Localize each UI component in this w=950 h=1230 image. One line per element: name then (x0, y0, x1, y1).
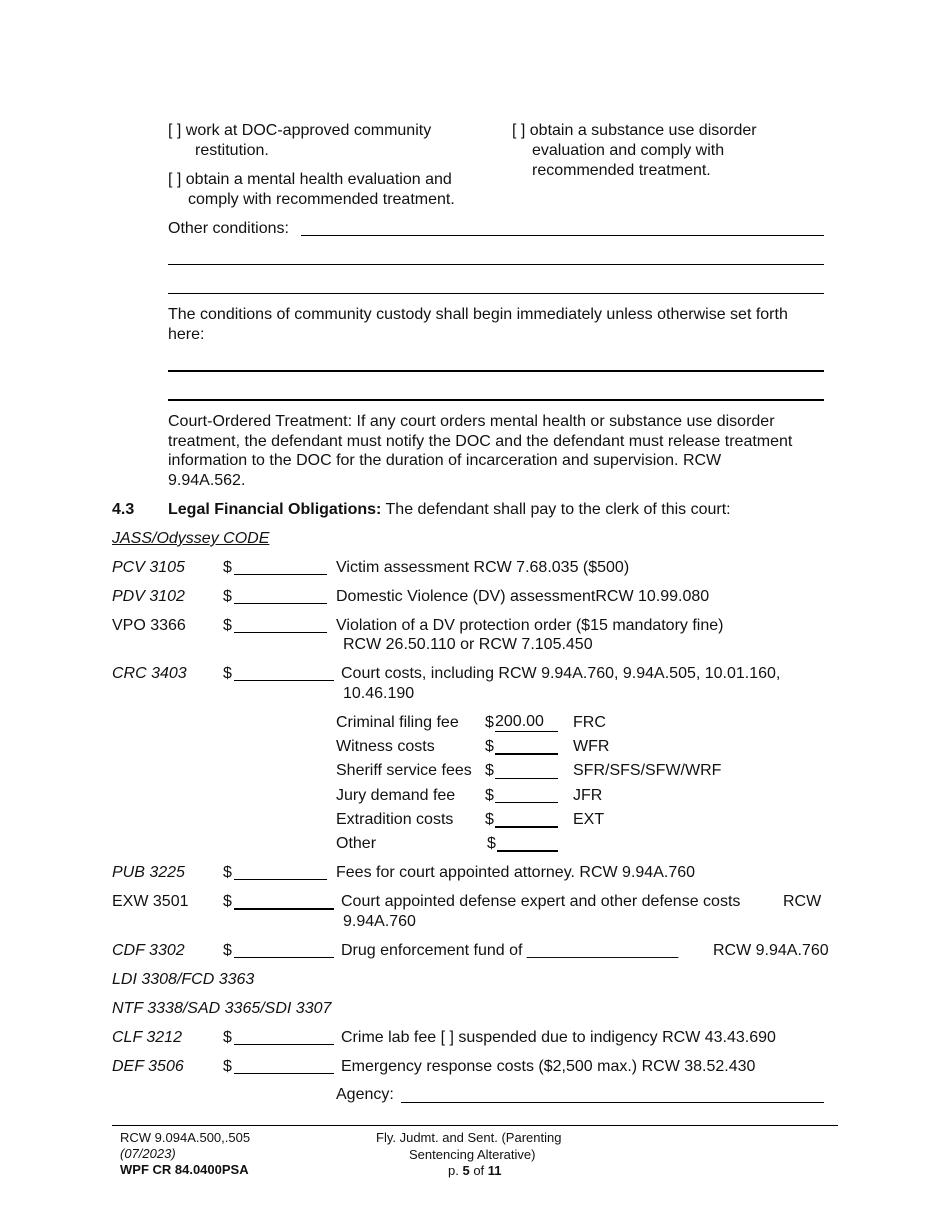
code-pcv: PCV 3105 (112, 559, 185, 576)
custody-text-2: here: (168, 326, 205, 343)
other-conditions-line-2[interactable] (168, 264, 824, 265)
footer-page-total: 11 (487, 1163, 502, 1178)
desc-clf: Crime lab fee [ ] suspended due to indigency RCW 43.43.690 (341, 1029, 776, 1046)
treatment-text-2: treatment, the defendant must notify the DOC and the defendant must release treatment (168, 433, 793, 450)
fee-amount-other[interactable] (497, 850, 558, 852)
footer-title-1: Fly. Judmt. and Sent. (Parenting (376, 1130, 562, 1145)
section-number: 4.3 (112, 501, 135, 518)
condition-work: [ ] work at DOC-approved community (168, 122, 432, 139)
code-ntf: NTF 3338/SAD 3365/SDI 3307 (112, 1000, 332, 1017)
agency-label: Agency: (336, 1086, 394, 1103)
amount-exw[interactable] (234, 908, 334, 910)
fee-amount-witness[interactable] (495, 753, 558, 755)
footer-rcw: RCW 9.094A.500,.505 (120, 1130, 251, 1145)
treatment-text-3: information to the DOC for the duration of incarceration and supervision. RCW (168, 452, 722, 469)
dollar-sign: $ (485, 787, 494, 804)
dollar-sign: $ (223, 588, 232, 605)
footer-page-number: 5 (462, 1163, 470, 1178)
fee-code-jury: JFR (573, 787, 603, 804)
dollar-sign: $ (223, 1029, 232, 1046)
fee-amount-filing[interactable]: 200.00 (495, 713, 558, 732)
treatment-text-1: Court-Ordered Treatment: If any court orders mental health or substance use disorder (168, 413, 775, 430)
section-heading-rest: The defendant shall pay to the clerk of this court: (381, 501, 731, 518)
amount-crc[interactable] (234, 680, 334, 681)
footer-rule (112, 1125, 838, 1126)
desc-def: Emergency response costs ($2,500 max.) RCW 38.52.430 (341, 1058, 756, 1075)
desc-exw-rcw: RCW (783, 893, 822, 910)
desc-crc: Court costs, including RCW 9.94A.760, 9.94A.505, 10.01.160, (341, 665, 781, 682)
treatment-text-4: 9.94A.562. (168, 472, 246, 489)
fee-amount-sheriff[interactable] (495, 778, 558, 779)
code-cdf: CDF 3302 (112, 942, 185, 959)
dollar-sign: $ (487, 835, 496, 852)
condition-substance-cont2: recommended treatment. (532, 162, 711, 179)
code-crc: CRC 3403 (112, 665, 187, 682)
condition-substance: [ ] obtain a substance use disorder (512, 122, 757, 139)
footer-page-prefix: p. (448, 1163, 463, 1178)
amount-vpo[interactable] (234, 632, 327, 633)
desc-cdf-rcw: RCW 9.94A.760 (713, 942, 829, 959)
desc-vpo: Violation of a DV protection order ($15 mandatory fine) (336, 617, 724, 634)
code-pdv: PDV 3102 (112, 588, 185, 605)
condition-work-cont: restitution. (195, 142, 269, 159)
custody-text-1: The conditions of community custody shall begin immediately unless otherwise set forth (168, 306, 788, 323)
fee-label-sheriff: Sheriff service fees (336, 762, 472, 779)
section-heading (168, 500, 731, 520)
code-header: JASS/Odyssey CODE (112, 530, 270, 547)
code-ldi: LDI 3308/FCD 3363 (112, 971, 255, 988)
footer-date: (07/2023) (120, 1146, 176, 1161)
condition-substance-cont1: evaluation and comply with (532, 142, 725, 159)
amount-pub[interactable] (234, 879, 327, 880)
desc-exw: Court appointed defense expert and other defense costs (341, 893, 741, 910)
condition-mental-health: [ ] obtain a mental health evaluation and (168, 171, 452, 188)
code-pub: PUB 3225 (112, 864, 185, 881)
custody-line-1[interactable] (168, 370, 824, 372)
custody-line-2[interactable] (168, 399, 824, 401)
section-heading-bold: Legal Financial Obligations: (168, 501, 382, 518)
dollar-sign: $ (485, 762, 494, 779)
dollar-sign: $ (485, 811, 494, 828)
other-conditions-label: Other conditions: (168, 220, 289, 237)
other-conditions-line-1[interactable] (301, 235, 824, 236)
dollar-sign: $ (223, 665, 232, 682)
amount-pcv[interactable] (234, 574, 327, 575)
code-vpo: VPO 3366 (112, 617, 186, 634)
fee-label-extradition: Extradition costs (336, 811, 454, 828)
dollar-sign: $ (223, 617, 232, 634)
other-conditions-line-3[interactable] (168, 293, 824, 294)
amount-cdf[interactable] (234, 957, 334, 958)
fee-label-witness: Witness costs (336, 738, 435, 755)
dollar-sign: $ (485, 714, 494, 731)
fee-amount-jury[interactable] (495, 802, 558, 803)
footer-title-2: Sentencing Alterative) (409, 1147, 536, 1162)
desc-pdv: Domestic Violence (DV) assessmentRCW 10.99.080 (336, 588, 710, 605)
amount-clf[interactable] (234, 1044, 334, 1045)
fee-code-witness: WFR (573, 738, 610, 755)
footer-page (448, 1162, 502, 1179)
fee-amount-extradition[interactable] (495, 826, 558, 828)
dollar-sign: $ (223, 1058, 232, 1075)
desc-pcv: Victim assessment RCW 7.68.035 ($500) (336, 559, 630, 576)
fee-code-filing: FRC (573, 714, 606, 731)
dollar-sign: $ (223, 559, 232, 576)
desc-exw-cont: 9.94A.760 (343, 913, 416, 930)
dollar-sign: $ (223, 942, 232, 959)
dollar-sign: $ (485, 738, 494, 755)
fee-code-extradition: EXT (573, 811, 605, 828)
code-clf: CLF 3212 (112, 1029, 182, 1046)
code-exw: EXW 3501 (112, 893, 189, 910)
agency-line[interactable] (401, 1102, 824, 1103)
desc-crc-cont: 10.46.190 (343, 685, 415, 702)
dollar-sign: $ (223, 893, 232, 910)
desc-vpo-cont: RCW 26.50.110 or RCW 7.105.450 (343, 636, 593, 653)
fee-code-sheriff: SFR/SFS/SFW/WRF (573, 762, 722, 779)
code-def: DEF 3506 (112, 1058, 184, 1075)
fee-label-jury: Jury demand fee (336, 787, 456, 804)
fee-label-other: Other (336, 835, 377, 852)
amount-def[interactable] (234, 1073, 334, 1074)
condition-mental-health-cont: comply with recommended treatment. (188, 191, 455, 208)
amount-pdv[interactable] (234, 603, 327, 604)
fee-label-filing: Criminal filing fee (336, 714, 459, 731)
footer-form-number: WPF CR 84.0400PSA (120, 1162, 249, 1177)
desc-cdf: Drug enforcement fund of _________________ (341, 942, 679, 959)
desc-pub: Fees for court appointed attorney. RCW 9.94A.760 (336, 864, 696, 881)
dollar-sign: $ (223, 864, 232, 881)
footer-page-of: of (469, 1163, 488, 1178)
